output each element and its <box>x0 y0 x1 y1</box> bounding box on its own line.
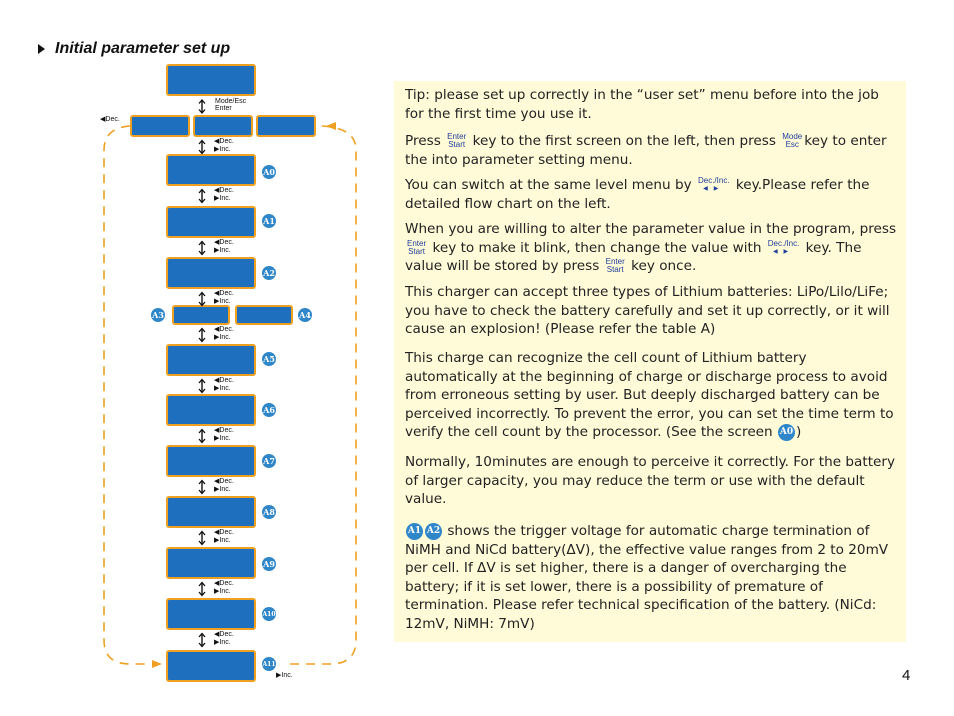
up-down-arrow-icon <box>198 326 206 344</box>
tip-paragraph-4: When you are willing to alter the parameter value in the program, press Enter Start key to make it blink, then change the value with Dec./Inc. ◀▶ key. The value will be stored by press Enter Start key once. <box>405 221 897 275</box>
tip-paragraph-5: This charger can accept three types of Lithium batteries: LiPo/Lilo/LiFe; you have to check the battery carefully and set it up correctly, or it will cause an explosion! (Please refer the table A) <box>405 284 890 338</box>
lcd-screen-a8 <box>166 496 256 528</box>
badge-a9: A9 <box>263 559 275 569</box>
up-down-arrow-icon <box>198 377 206 395</box>
page-number: 4 <box>902 667 911 684</box>
dec-inc-label: ◀Dec. ▶Inc. <box>214 187 234 202</box>
inc-bottom-label: ▶Inc. <box>276 672 293 679</box>
loop-arrowhead-left-icon <box>326 122 336 130</box>
lcd-screen-a5 <box>166 344 256 376</box>
tip-paragraph-3: You can switch at the same level menu by Dec./Inc. ◀▶ key.Please refer the detailed flow chart on the left. <box>405 176 870 212</box>
dec-inc-label: ◀Dec. ▶Inc. <box>214 290 234 305</box>
up-down-arrow-icon <box>198 187 206 205</box>
up-down-arrow-icon <box>198 239 206 257</box>
tip-paragraph-6: This charge can recognize the cell count of Lithium battery automatically at the beginning of charge or discharge process to avoid from erroneous setting by user. But deeply discharged battery can be perceived incorrectly. To prevent the error, you can set the time term to verify the cell count by the processor. (See the screen A0 ) <box>405 350 894 441</box>
badge-a3: A3 <box>152 310 164 320</box>
dec-inc-label: ◀Dec. ▶Inc. <box>214 427 234 442</box>
up-down-arrow-icon <box>198 290 206 308</box>
lcd-screen-a0 <box>166 154 256 186</box>
lcd-screen-a1 <box>166 206 256 238</box>
dec-inc-label: ◀Dec. ▶Inc. <box>214 478 234 493</box>
lcd-screen-a3 <box>172 305 230 325</box>
badge-a1: A1 <box>263 216 275 226</box>
lcd-screen-middle <box>193 115 253 137</box>
badge-a10: A10 <box>262 607 276 621</box>
dec-inc-label: ◀Dec. ▶Inc. <box>214 631 234 646</box>
badge-a1-inline: A1 <box>406 523 423 540</box>
badge-a2: A2 <box>263 268 275 278</box>
dec-left-label: ◀Dec. <box>100 116 120 123</box>
up-down-arrow-icon <box>198 529 206 547</box>
dec-inc-key-icon: Dec./Inc. ◀▶ <box>697 176 730 192</box>
enter-start-key-icon: Enter Start <box>605 257 625 275</box>
dec-inc-key-icon: Dec./Inc. ◀▶ <box>767 238 800 255</box>
dec-inc-label: ◀Dec. ▶Inc. <box>214 580 234 595</box>
up-down-arrow-icon <box>198 97 206 116</box>
dec-inc-label: ◀Dec. ▶Inc. <box>214 377 234 392</box>
mode-esc-label: Mode/Esc <box>215 98 247 105</box>
lcd-screen-top <box>166 64 256 96</box>
up-down-arrow-icon <box>198 478 206 496</box>
tip-box <box>394 81 906 642</box>
lcd-screen-a9 <box>166 547 256 579</box>
dec-inc-label: ◀Dec. ▶Inc. <box>214 239 234 254</box>
tip-paragraph-8: A1 A2 shows the trigger voltage for automatic charge termination of NiMH and NiCd battery(ΔV), the effective value ranges from 2 to 20mV per cell. If ΔV is set higher, there is a danger of overcharging the battery; if it is set lower, there is a possibility of premature of termination. Please refer technical specification of the battery. (NiCd: 12mV, NiMH: 7mV) <box>405 523 889 632</box>
badge-a8: A8 <box>263 507 275 517</box>
lcd-screen-a10 <box>166 598 256 630</box>
tip-paragraph-1: Tip: please set up correctly in the “user set” menu before into the job for the first time you use it. <box>405 87 879 122</box>
lcd-screen-a7 <box>166 445 256 477</box>
up-down-arrow-icon <box>198 138 206 156</box>
heading-text: Initial parameter set up <box>55 40 231 57</box>
badge-a6: A6 <box>263 405 275 415</box>
lcd-screen-left <box>130 115 190 137</box>
dec-inc-label: ◀Dec. ▶Inc. <box>214 529 234 544</box>
lcd-screen-a6 <box>166 394 256 426</box>
loop-arrowhead-right-icon <box>152 660 162 668</box>
dec-inc-label: ◀Dec. ▶Inc. <box>214 138 234 153</box>
lcd-screen-right <box>256 115 316 137</box>
badge-a4: A4 <box>299 310 311 320</box>
up-down-arrow-icon <box>198 427 206 445</box>
enter-start-key-icon: Enter Start <box>407 238 427 256</box>
up-down-arrow-icon <box>198 631 206 649</box>
dec-inc-label: ◀Dec. ▶Inc. <box>214 326 234 341</box>
badge-a0-inline: A0 <box>778 424 795 441</box>
enter-label: Enter <box>215 105 232 112</box>
enter-start-key-icon: Enter Start <box>447 132 467 149</box>
mode-esc-key-icon: Mode Esc <box>782 132 803 149</box>
lcd-screen-a2 <box>166 257 256 289</box>
lcd-screen-a11 <box>166 650 256 682</box>
badge-a11: A11 <box>262 657 276 671</box>
badge-a2-inline: A2 <box>425 523 442 540</box>
lcd-screen-a4 <box>235 305 293 325</box>
badge-a7: A7 <box>263 456 275 466</box>
tip-paragraph-7: Normally, 10minutes are enough to perceive it correctly. For the battery of larger capacity, you may reduce the term or use with the default value. <box>405 454 896 508</box>
badge-a5: A5 <box>263 354 275 364</box>
up-down-arrow-icon <box>198 580 206 598</box>
tip-paragraph-2: Press Enter Start key to the first screen on the left, then press Mode Esc key to enter the into parameter setting menu. <box>405 132 887 168</box>
badge-a0: A0 <box>263 167 275 177</box>
